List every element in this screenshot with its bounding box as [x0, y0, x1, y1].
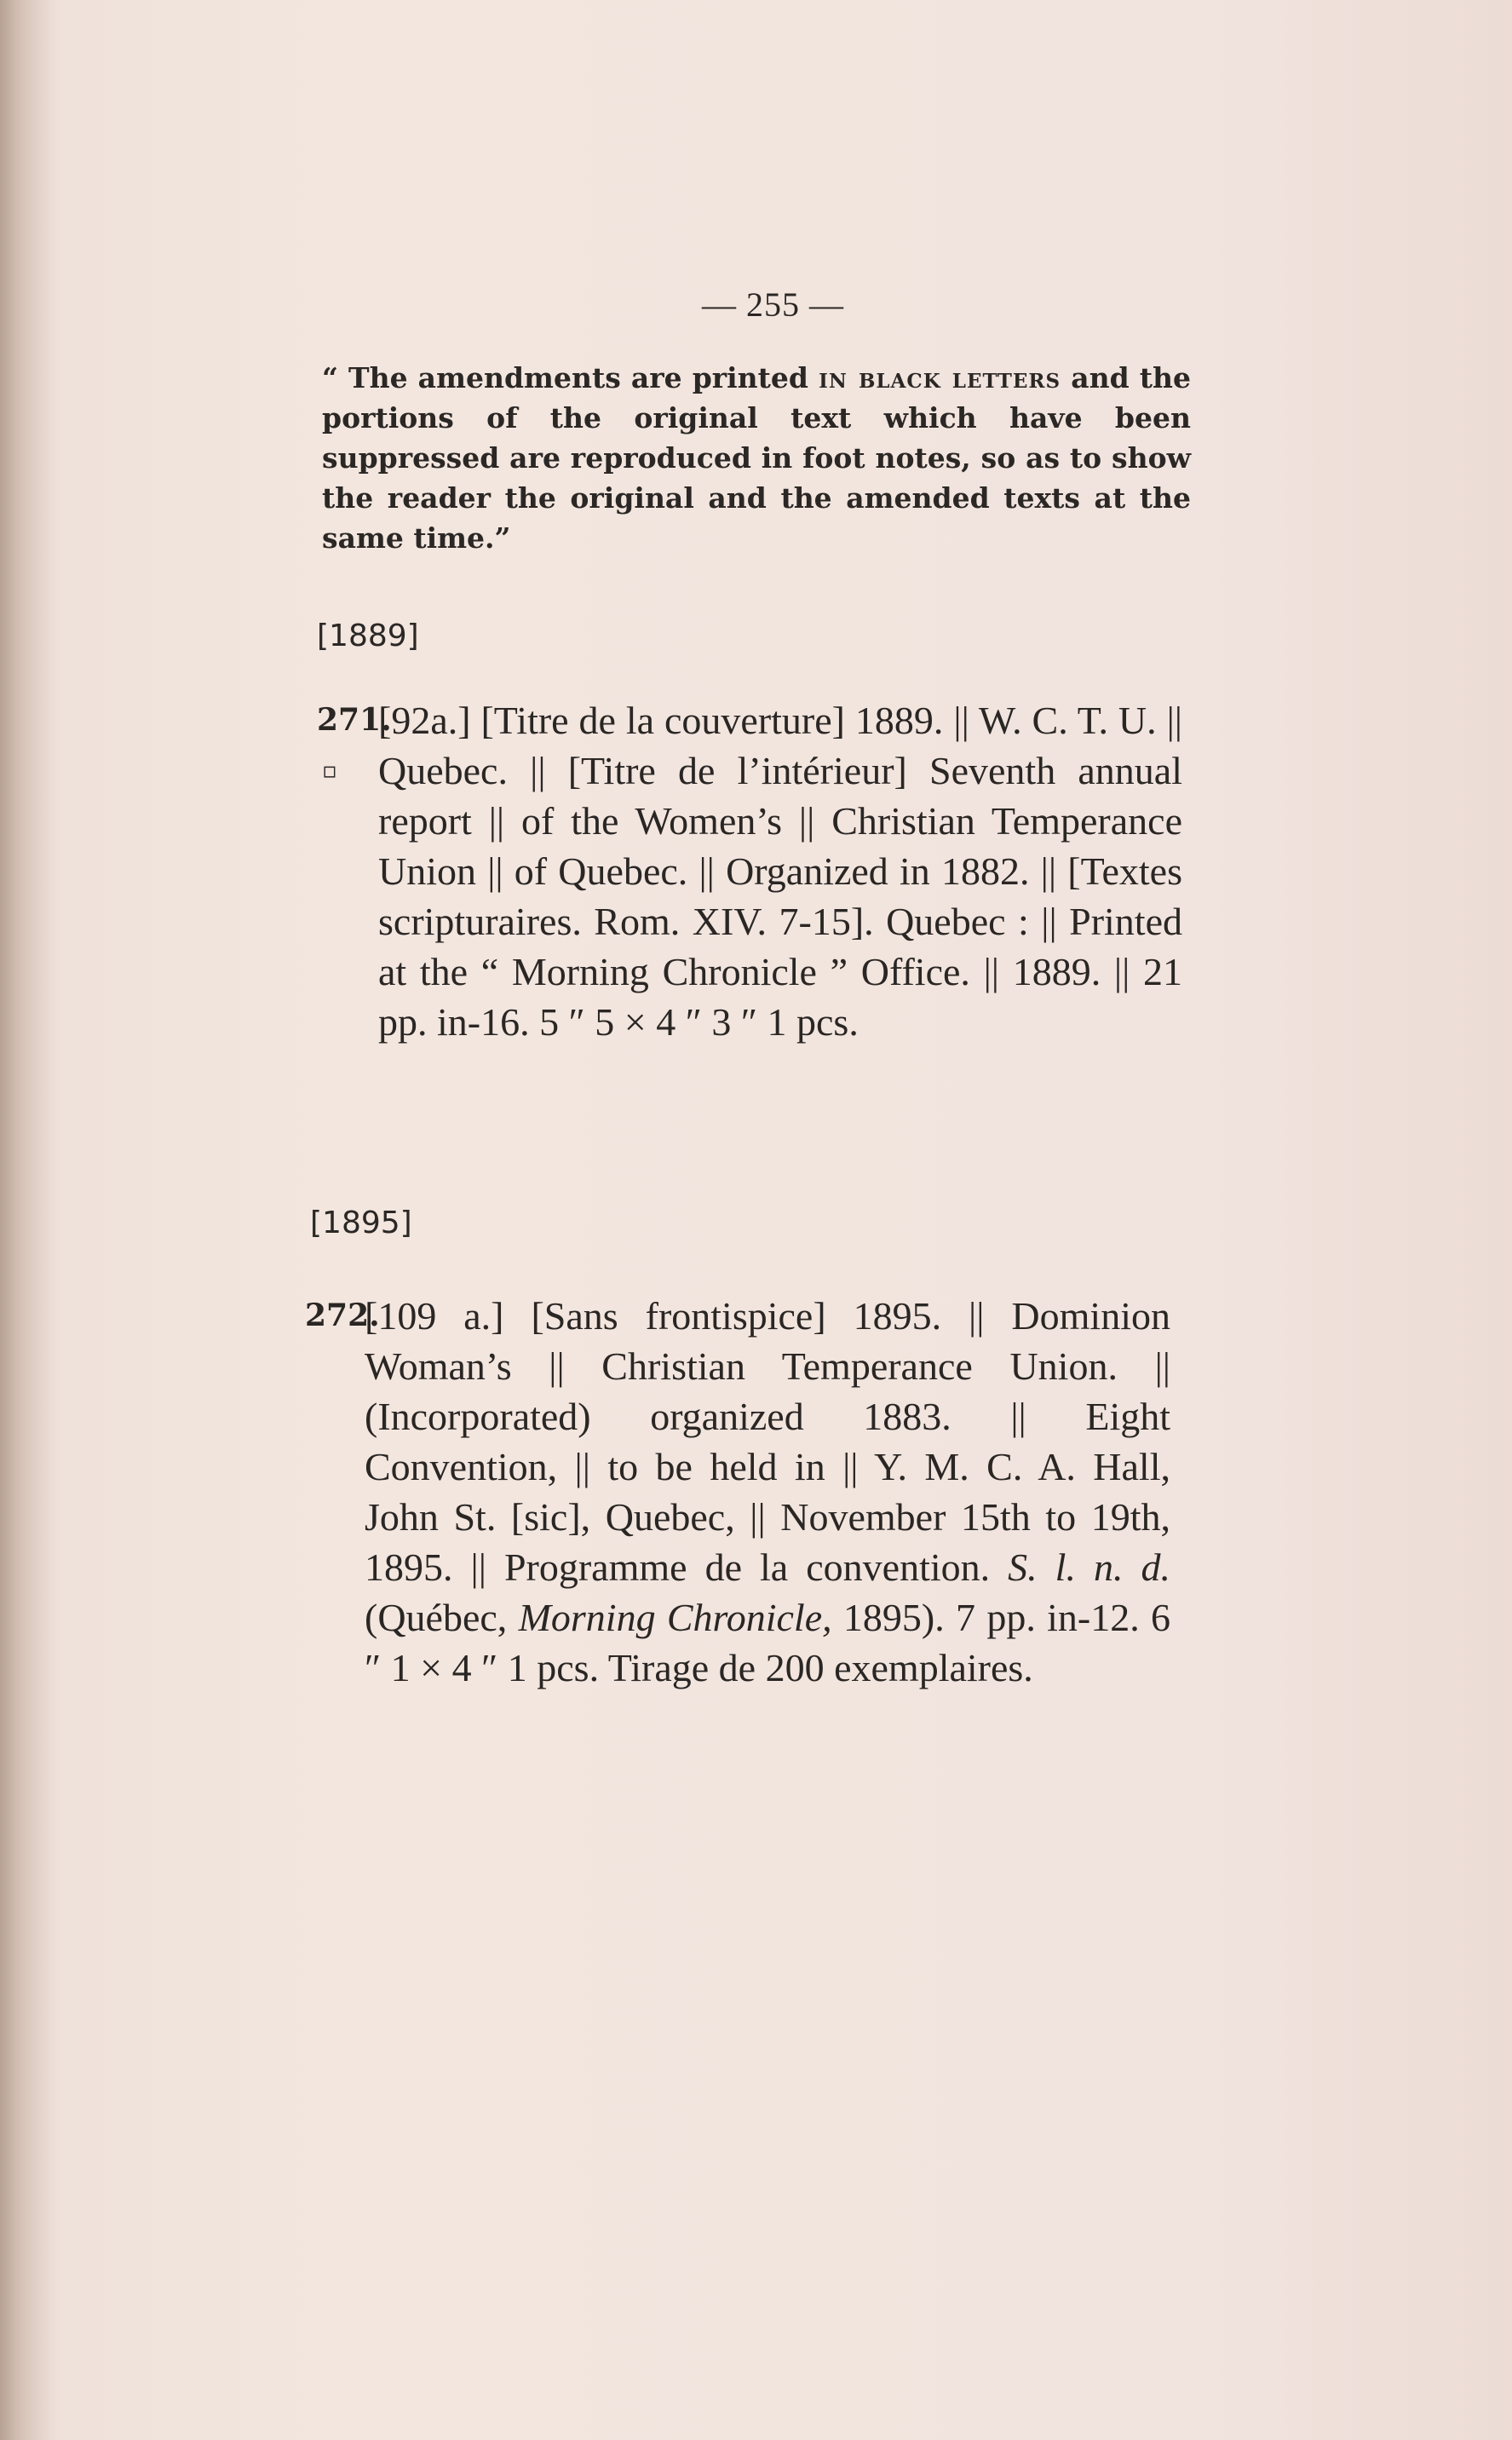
quote-smallcaps-text: in black letters — [819, 361, 1061, 394]
quote-text-start: “ The amendments are printed — [322, 361, 819, 394]
page-number: — 255 — — [702, 285, 844, 324]
entry-italic-text: Morning Chronicle, — [518, 1596, 832, 1639]
quote-text-end: and the portions of the original text which have been suppressed are reproduced in foot notes, so as to show the reader the original and the amended texts at the same time.” — [322, 361, 1191, 555]
page-binding-shadow — [0, 0, 49, 2440]
entry-marker-icon: ▫ — [322, 758, 337, 784]
entry-number: 272. — [305, 1298, 380, 1333]
year-heading-1889: [1889] — [317, 619, 419, 653]
entry-text: [92a.] [Titre de la couverture] 1889. || W. C. T. U. || Quebec. || [Titre de l’intérieur] Seventh annual report || of the Women’s || Christian Temperance Union || of Quebec. || Organized in 1882. || [Textes scripturaires. Rom. XIV. 7-15]. Quebec : || Printed at the “ Morning Chronicle ” Office. || 1889. || 21 pp. in-16. 5 ″ 5 × 4 ″ 3 ″ 1 pcs. — [378, 699, 1182, 1044]
entry-italic-text: S. l. n. d. — [1008, 1545, 1170, 1589]
entry-text-part: (Québec, — [365, 1596, 519, 1639]
quote-paragraph — [322, 358, 1191, 558]
entry-text-part: [109 a.] [Sans frontispice] 1895. || Dominion Woman’s || Christian Temperance Union. || (Incorporated) organized 1883. || Eight Convention, || to be held in || Y. M. C. A. Hall, John St. [sic], Quebec, || November 15th to 19th, 1895. || Programme de la convention. — [365, 1294, 1170, 1589]
catalog-entry-272 — [305, 1291, 1170, 1693]
entry-number: 271. — [317, 702, 392, 738]
entry-text — [365, 1291, 1170, 1693]
year-heading-1895: [1895] — [310, 1206, 412, 1240]
entry-text-part: 1895). 7 pp. in-12. 6 ″ 1 × 4 ″ 1 pcs. Tirage de 200 exemplaires. — [365, 1596, 1170, 1689]
catalog-entry-271 — [317, 695, 1182, 1047]
